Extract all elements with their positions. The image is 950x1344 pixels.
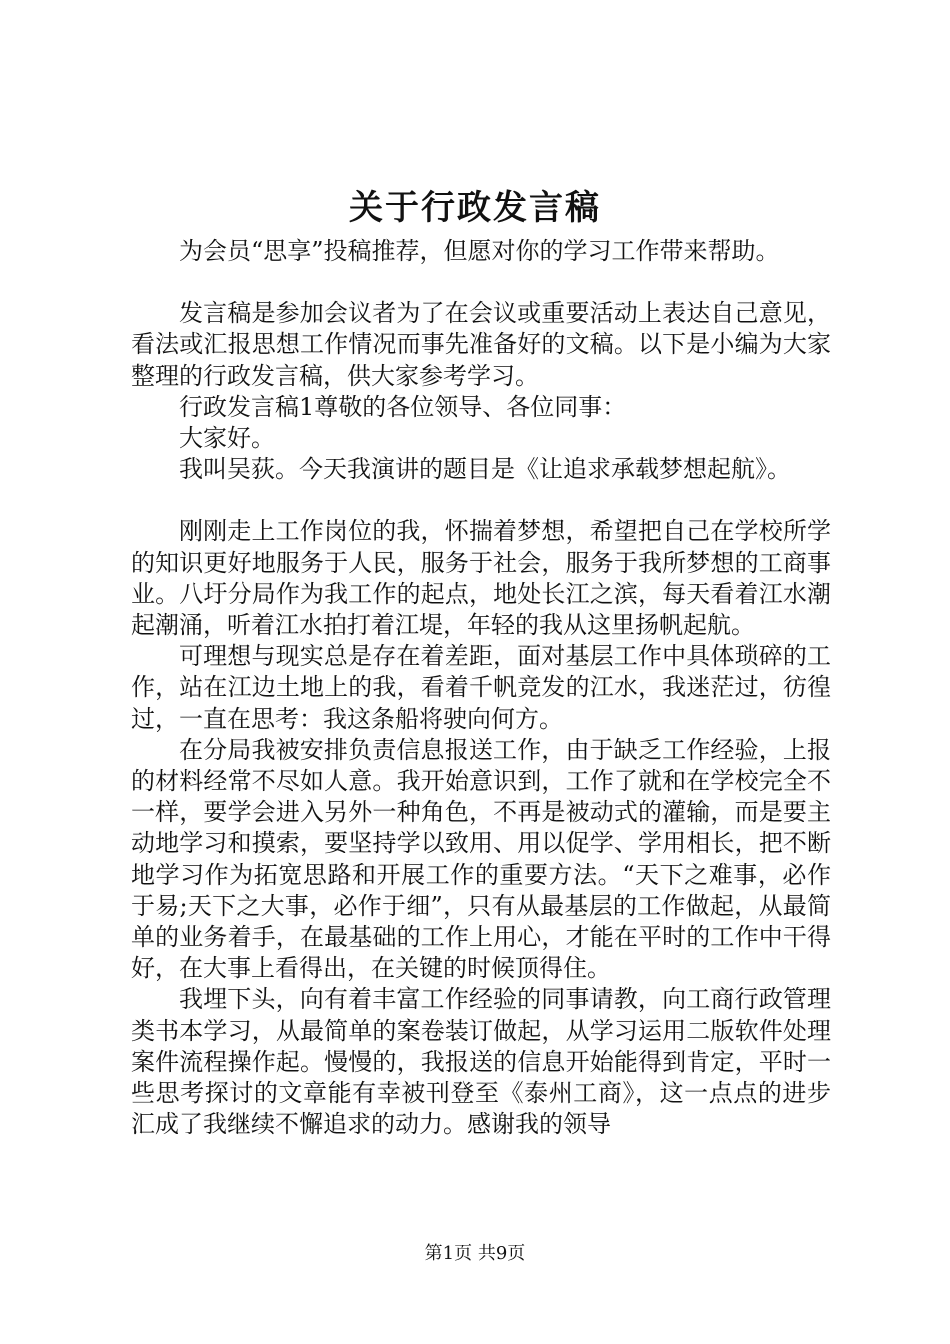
body-paragraph: 刚刚走上工作岗位的我，怀揣着梦想，希望把自己在学校所学的知识更好地服务于人民，服务于社会，服务于我所梦想的工商事业。八圩分局作为我工作的起点，地处长江之滨，每天看着江水潮起潮涌，听着江水拍打着江堤，年轻的我从这里扬帆起航。 — [131, 517, 831, 640]
body-paragraph: 行政发言稿1尊敬的各位领导、各位同事： — [179, 392, 627, 421]
body-paragraph: 可理想与现实总是存在着差距，面对基层工作中具体琐碎的工作，站在江边土地上的我，看着千帆竞发的江水，我迷茫过，彷徨过，一直在思考：我这条船将驶向何方。 — [131, 642, 831, 733]
body-paragraph: 在分局我被安排负责信息报送工作，由于缺乏工作经验，上报的材料经常不尽如人意。我开始意识到，工作了就和在学校完全不一样，要学会进入另外一种角色，不再是被动式的灌输，而是要主动地学习和摸索，要坚持学以致用、用以促学、学用相长，把不断地学习作为拓宽思路和开展工作的重要方法。“天下之难事，必作于易;天下之大事，必作于细”，只有从最基层的工作做起，从最简单的业务着手，在最基础的工作上用心，才能在平时的工作中干得好，在大事上看得出，在关键的时候顶得住。 — [131, 735, 831, 983]
page-number-footer: 第1页 共9页 — [424, 1243, 526, 1264]
body-paragraph: 发言稿是参加会议者为了在会议或重要活动上表达自己意见，看法或汇报思想工作情况而事先准备好的文稿。以下是小编为大家整理的行政发言稿，供大家参考学习。 — [131, 299, 831, 390]
document-title: 关于行政发言稿 — [349, 188, 601, 228]
document-body — [131, 236, 831, 1140]
body-paragraph: 我叫吴荻。今天我演讲的题目是《让追求承载梦想起航》。 — [179, 455, 791, 484]
intro-paragraph: 为会员“思享”投稿推荐，但愿对你的学习工作带来帮助。 — [179, 237, 780, 265]
body-paragraph: 大家好。 — [179, 424, 275, 453]
body-paragraph: 我埋下头，向有着丰富工作经验的同事请教，向工商行政管理类书本学习，从最简单的案卷装订做起，从学习运用二版软件处理案件流程操作起。慢慢的，我报送的信息开始能得到肯定，平时一些思考探讨的文章能有幸被刊登至《泰州工商》，这一点点的进步汇成了我继续不懈追求的动力。感谢我的领导 — [131, 985, 831, 1139]
